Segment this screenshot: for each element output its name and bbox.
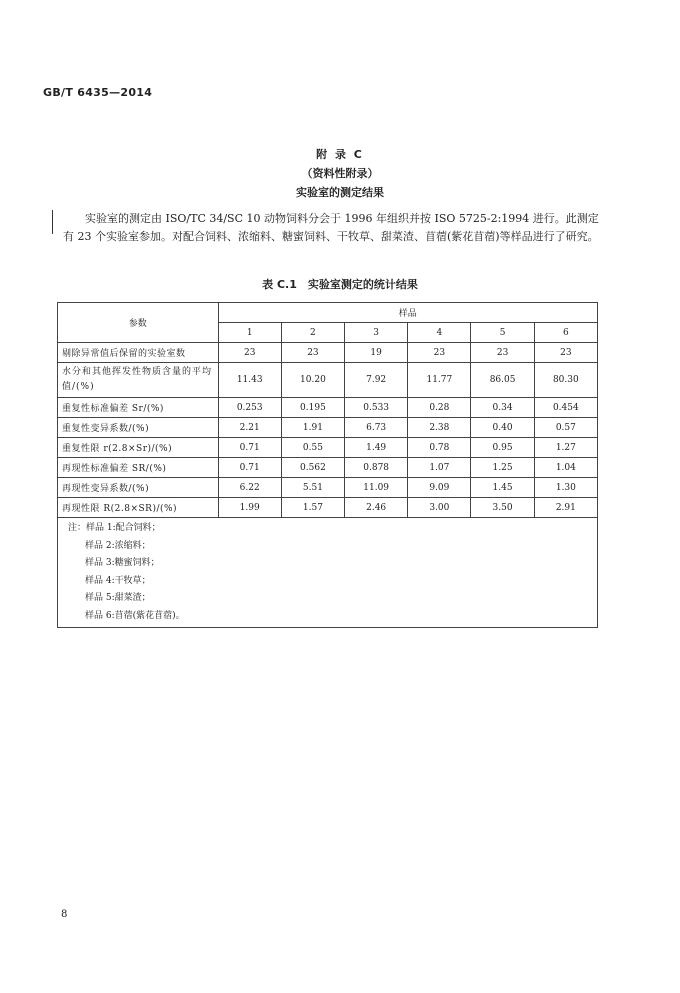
table-row	[58, 498, 598, 518]
results-table	[57, 302, 598, 628]
table-row	[58, 478, 598, 498]
table-row	[58, 458, 598, 478]
cell-value: 1.27	[534, 438, 597, 458]
cell-value: 11.43	[218, 363, 281, 398]
cell-value: 3.00	[408, 498, 471, 518]
cell-value: 1.99	[218, 498, 281, 518]
note-line: 样品 5:甜菜渣；	[85, 593, 151, 603]
cell-value: 7.92	[345, 363, 408, 398]
cell-value: 1.91	[281, 418, 344, 438]
cell-value: 2.21	[218, 418, 281, 438]
cell-value: 3.50	[471, 498, 534, 518]
sample-id: 5	[471, 323, 534, 343]
cell-value: 23	[534, 343, 597, 363]
table-row	[58, 363, 598, 398]
cell-value: 0.195	[281, 398, 344, 418]
cell-value: 1.04	[534, 458, 597, 478]
cell-value: 23	[471, 343, 534, 363]
row-label: 再现性限 R(2.8×SR)/(%)	[58, 498, 219, 518]
cell-value: 0.28	[408, 398, 471, 418]
cell-value: 11.77	[408, 363, 471, 398]
cell-value: 2.91	[534, 498, 597, 518]
revision-margin-mark	[52, 210, 53, 234]
param-header: 参数	[58, 303, 219, 343]
cell-value: 1.25	[471, 458, 534, 478]
cell-value: 86.05	[471, 363, 534, 398]
cell-value: 0.55	[281, 438, 344, 458]
appendix-type: （资料性附录）	[301, 167, 379, 180]
sample-id: 3	[345, 323, 408, 343]
cell-value: 23	[218, 343, 281, 363]
table-row	[58, 438, 598, 458]
cell-value: 6.22	[218, 478, 281, 498]
table-notes	[58, 518, 598, 628]
row-label: 重复性标准偏差 Sr/(%)	[58, 398, 219, 418]
cell-value: 0.71	[218, 458, 281, 478]
body-paragraph: 实验室的测定由 ISO/TC 34/SC 10 动物饲料分会于 1996 年组织并按 ISO 5725-2:1994 进行。此测定有 23 个实验室参加。对配合饲料、浓缩料、糖蜜饲料、干牧草、甜菜渣、苜蓿(紫花苜蓿)等样品进行了研究。	[63, 212, 599, 243]
cell-value: 0.253	[218, 398, 281, 418]
note-line: 样品 6:苜蓿(紫花苜蓿)。	[85, 610, 185, 621]
cell-value: 80.30	[534, 363, 597, 398]
notes-row	[58, 518, 598, 628]
cell-value: 11.09	[345, 478, 408, 498]
note-line: 样品 2:浓缩料；	[85, 540, 151, 551]
table-title: 表 C.1 实验室测定的统计结果	[262, 278, 418, 291]
appendix-title: 附 录 C	[316, 148, 364, 161]
row-label: 再现性变异系数/(%)	[58, 478, 219, 498]
cell-value: 0.78	[408, 438, 471, 458]
header-row	[58, 303, 598, 323]
note-line: 样品 4:干牧草；	[85, 575, 151, 586]
cell-value: 5.51	[281, 478, 344, 498]
cell-value: 10.20	[281, 363, 344, 398]
row-label: 重复性限 r(2.8×Sr)/(%)	[58, 438, 219, 458]
table-row	[58, 343, 598, 363]
row-label: 剔除异常值后保留的实验室数	[58, 343, 219, 363]
cell-value: 0.34	[471, 398, 534, 418]
cell-value: 23	[408, 343, 471, 363]
sample-header: 样品	[218, 303, 597, 323]
table-row	[58, 398, 598, 418]
sample-id: 6	[534, 323, 597, 343]
row-label: 水分和其他挥发性物质含量的平均值/(%)	[58, 363, 219, 398]
cell-value: 6.73	[345, 418, 408, 438]
page-number: 8	[61, 909, 68, 920]
cell-value: 0.95	[471, 438, 534, 458]
cell-value: 2.46	[345, 498, 408, 518]
sample-id: 1	[218, 323, 281, 343]
note-line: 注：样品 1:配合饲料；	[68, 523, 161, 533]
cell-value: 1.57	[281, 498, 344, 518]
appendix-name: 实验室的测定结果	[296, 186, 384, 199]
cell-value: 0.533	[345, 398, 408, 418]
cell-value: 0.562	[281, 458, 344, 478]
cell-value: 1.07	[408, 458, 471, 478]
cell-value: 1.30	[534, 478, 597, 498]
cell-value: 2.38	[408, 418, 471, 438]
sample-id: 4	[408, 323, 471, 343]
cell-value: 0.40	[471, 418, 534, 438]
note-line: 样品 3:糖蜜饲料；	[85, 558, 160, 568]
row-label: 再现性标准偏差 SR/(%)	[58, 458, 219, 478]
cell-value: 9.09	[408, 478, 471, 498]
cell-value: 1.49	[345, 438, 408, 458]
sample-id: 2	[281, 323, 344, 343]
cell-value: 23	[281, 343, 344, 363]
cell-value: 0.57	[534, 418, 597, 438]
cell-value: 0.454	[534, 398, 597, 418]
standard-code: GB/T 6435—2014	[43, 86, 153, 99]
cell-value: 19	[345, 343, 408, 363]
cell-value: 1.45	[471, 478, 534, 498]
cell-value: 0.71	[218, 438, 281, 458]
cell-value: 0.878	[345, 458, 408, 478]
table-row	[58, 418, 598, 438]
row-label: 重复性变异系数/(%)	[58, 418, 219, 438]
